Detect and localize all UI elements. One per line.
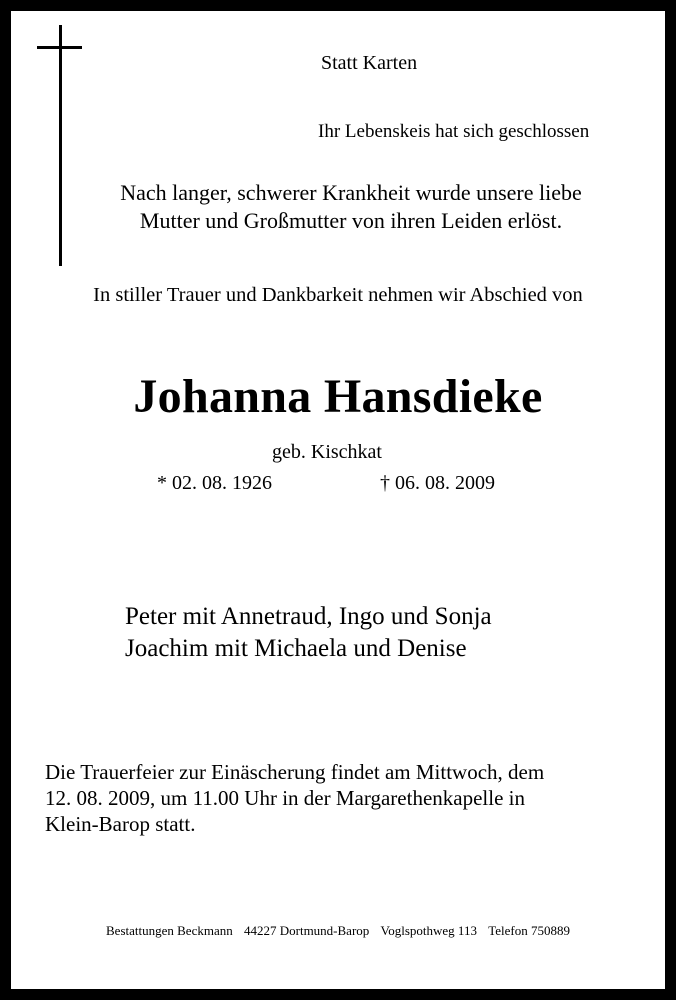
footer-company: Bestattungen Beckmann [106, 923, 233, 938]
cross-vertical-bar [59, 25, 62, 266]
death-date: † 06. 08. 2009 [380, 472, 495, 494]
birth-date: * 02. 08. 1926 [157, 472, 272, 494]
mourners-list [125, 601, 645, 665]
service-info [45, 759, 645, 837]
footer-phone: Telefon 750889 [488, 923, 570, 938]
service-line-1: Die Trauerfeier zur Einäscherung findet am Mittwoch, dem [45, 760, 545, 784]
service-line-3: Klein-Barop statt. [45, 812, 196, 836]
cross-horizontal-bar [37, 46, 82, 49]
mourner-line: Peter mit Annetraud, Ingo und Sonja [125, 603, 492, 630]
maiden-name: geb. Kischkat [272, 441, 382, 463]
intro-text [71, 179, 631, 235]
funeral-home-footer [11, 924, 665, 937]
deceased-name: Johanna Hansdieke [133, 370, 543, 423]
mourner-line: Joachim mit Michaela und Denise [125, 635, 467, 662]
lebenskreis-text: Ihr Lebenskeis hat sich geschlossen [318, 121, 590, 142]
statt-karten-text: Statt Karten [321, 52, 418, 74]
intro-line-2: Mutter und Großmutter von ihren Leiden erlöst. [139, 208, 563, 233]
service-line-2: 12. 08. 2009, um 11.00 Uhr in der Margarethenkapelle in [45, 786, 525, 810]
footer-city: 44227 Dortmund-Barop [243, 923, 370, 938]
footer-street: Voglspothweg 113 [380, 923, 477, 938]
intro-line-1: Nach langer, schwerer Krankheit wurde unsere liebe [120, 180, 582, 205]
abschied-text: In stiller Trauer und Dankbarkeit nehmen wir Abschied von [93, 284, 583, 306]
